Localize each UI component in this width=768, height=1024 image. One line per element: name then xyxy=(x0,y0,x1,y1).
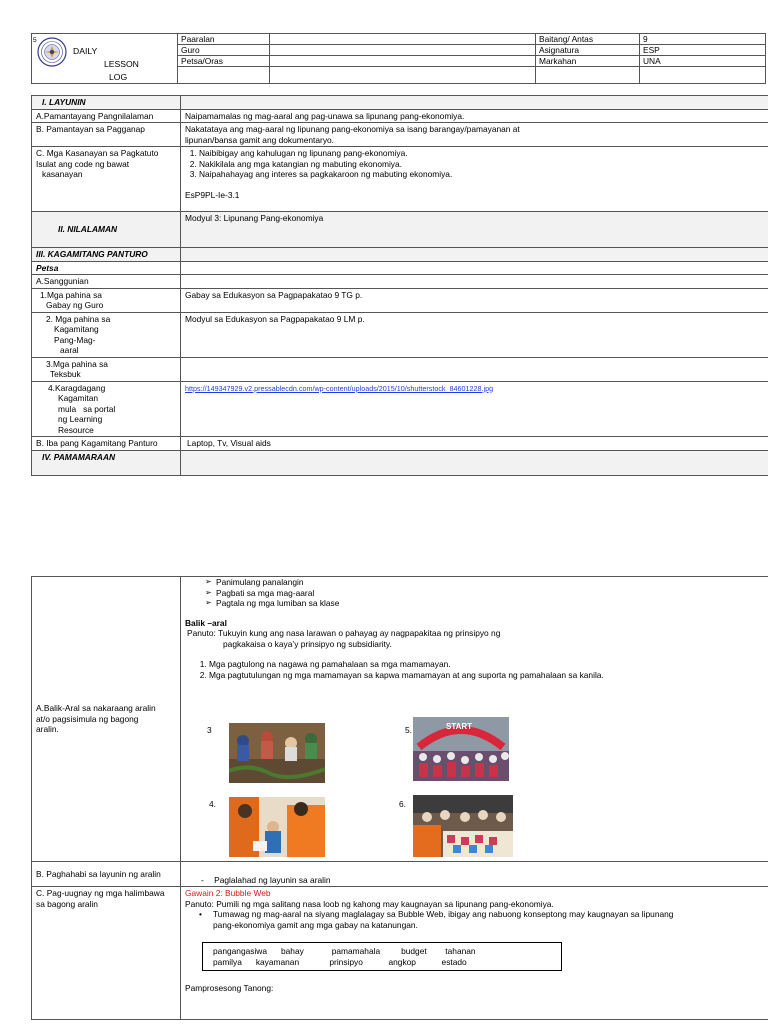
relief-aid-photo xyxy=(229,797,325,857)
text-line: lipunan/bansa gamit ang dokumentaryo. xyxy=(185,134,334,145)
text-line: kasanayan xyxy=(42,169,83,179)
header-table xyxy=(31,33,766,84)
image-number: 3 xyxy=(207,725,212,735)
pamantayang-pangnilalaman-label: A.Pamantayang Pangnilalaman xyxy=(32,109,181,123)
title-log: LOG xyxy=(109,72,128,82)
paghahabi-label: B. Paghahabi sa layunin ng aralin xyxy=(32,862,181,887)
text-line: C. Pag-uugnay ng mga halimbawa xyxy=(36,888,165,898)
sanggunian-label: A.Sanggunian xyxy=(32,275,181,289)
corner-number: 5 xyxy=(33,37,37,44)
text-line: 2. Mga pahina sa xyxy=(46,313,111,324)
teksbuk-label xyxy=(32,357,181,381)
text-line: Resource xyxy=(58,424,94,435)
opening-item: ➢ Pagtala ng mga lumiban sa klase xyxy=(205,598,767,609)
kasanayan-code: EsP9PL-Ie-3.1 xyxy=(185,189,240,200)
market-crowd-illustration xyxy=(413,795,513,857)
markahan-value: UNA xyxy=(640,56,766,67)
text-line: sa bagong aralin xyxy=(36,898,98,909)
text-line: at/o pagsisimula ng bagong xyxy=(36,713,139,724)
text-line: Nakatataya ang mag-aaral ng lipunang pang-ekonomiya sa isang barangay/pamayanan at xyxy=(185,124,520,134)
petsa-oras-value xyxy=(270,56,536,67)
petsa-label: Petsa xyxy=(32,261,181,275)
layunin-blank xyxy=(181,96,768,110)
kasanayan-item: 2. Nakikilala ang mga katangian ng mabuting ekonomiya. xyxy=(199,159,767,170)
market-crowd-photo xyxy=(413,795,513,857)
sanggunian-blank xyxy=(181,275,768,289)
gawain-panuto: Panuto: Pumili ng mga salitang nasa loob ng kahong may kaugnayan sa lipunang pang-ekonomiya. xyxy=(185,898,554,909)
image-number: 4. xyxy=(209,799,216,809)
iba-pang-label: B. Iba pang Kagamitang Panturo xyxy=(32,437,181,451)
kasanayan-item: 1. Naibibigay ang kahulugan ng lipunang pang-ekonomiya. xyxy=(199,148,767,159)
text-line: Kagamitang xyxy=(54,324,99,334)
start-banner-text: START xyxy=(446,722,473,731)
asignatura-label: Asignatura xyxy=(536,45,640,56)
baitang-value: 9 xyxy=(640,34,766,45)
nilalaman-value: Modyul 3: Lipunang Pang-ekonomiya xyxy=(181,212,768,248)
word-row: pamilya kayamanan prinsipyo angkop estado xyxy=(213,956,467,967)
gabay-label xyxy=(32,288,181,312)
kagamitan-blank xyxy=(181,248,768,262)
gawain-title: Gawain 2: Bubble Web xyxy=(185,888,271,898)
paghahabi-value xyxy=(181,862,768,887)
baitang-label: Baitang/ Antas xyxy=(536,34,640,45)
text-line: Teksbuk xyxy=(50,369,81,379)
kagamitan-header: III. KAGAMITANG PANTURO xyxy=(32,248,181,262)
text-line: Kagamitan xyxy=(58,393,99,403)
text-line: 4.Karagdagang xyxy=(48,382,106,393)
deped-seal-icon xyxy=(37,37,67,67)
rice-field-illustration xyxy=(229,723,325,783)
pamantayang-pangnilalaman-value: Naipamamalas ng mag-aaral ang pag-unawa sa lipunang pang-ekonomiya. xyxy=(181,109,768,123)
paaralan-label: Paaralan xyxy=(178,34,270,45)
word-row: pangangasiwa bahay pamamahala budget tahanan xyxy=(213,946,476,956)
guro-label: Guro xyxy=(178,45,270,56)
image-number: 5. xyxy=(405,725,412,735)
layunin-header: I. LAYUNIN xyxy=(32,96,181,110)
panuto-line: pagkakaisa o kaya’y prinsipyo ng subsidiarity. xyxy=(223,638,392,649)
pag-uugnay-content xyxy=(181,887,768,1020)
asignatura-value: ESP xyxy=(640,45,766,56)
balik-aral-content xyxy=(181,577,768,862)
opening-item: ➢ Panimulang panalangin xyxy=(205,577,767,588)
pamprosesong-tanong: Pamprosesong Tanong: xyxy=(185,983,274,993)
kagamitang-mag-aaral-value: Modyul sa Edukasyon sa Pagpapakatao 9 LM p. xyxy=(181,312,768,357)
resource-link[interactable]: https://149347929.v2.pressablecdn.com/wp-content/uploads/2015/10/shutterstock_84601228.jpg xyxy=(185,383,494,393)
balik-aral-title: Balik –aral xyxy=(185,617,227,628)
gawain-bullet xyxy=(185,909,767,930)
text-line: ng Learning xyxy=(58,414,103,424)
text-line: Gabay ng Guro xyxy=(46,300,104,310)
petsa-blank xyxy=(181,261,768,275)
kasanayan-value xyxy=(181,147,768,212)
kasanayan-label xyxy=(32,147,181,212)
teksbuk-value xyxy=(181,357,768,381)
pag-uugnay-label xyxy=(32,887,181,1020)
procedure-table xyxy=(31,576,768,1020)
word-choice-box xyxy=(202,942,562,971)
petsa-oras-label: Petsa/Oras xyxy=(178,56,270,67)
guro-value xyxy=(270,45,536,56)
paghahabi-text: Paglalahad ng layunin sa aralin xyxy=(214,874,331,885)
text-line: pang-ekonomiya gamit ang mga gabay na katanungan. xyxy=(213,919,418,930)
school-logo-cell xyxy=(32,34,178,84)
statement-item: 2. Mga pagtutulungan ng mga mamamayan sa kapwa mamamayan at ang suporta ng pamahalaan sa kanila. xyxy=(209,670,767,681)
text-line: A.Balik-Aral sa nakaraang aralin xyxy=(36,703,156,714)
relief-aid-illustration xyxy=(229,797,325,857)
text-line: 1.Mga pahina sa xyxy=(40,289,102,300)
markahan-label: Markahan xyxy=(536,56,640,67)
pamamaraan-blank xyxy=(181,450,768,475)
statement-item: 1. Mga pagtulong na nagawa ng pamahalaan sa mga mamamayan. xyxy=(209,659,767,670)
lesson-table xyxy=(31,95,768,476)
gabay-value: Gabay sa Edukasyon sa Pagpapakatao 9 TG p. xyxy=(181,288,768,312)
bullet-dot-icon: • xyxy=(199,909,202,919)
iba-pang-value: Laptop, Tv, Visual aids xyxy=(181,437,768,451)
title-lesson: LESSON xyxy=(104,59,139,69)
header-blank xyxy=(536,67,640,84)
kasanayan-item: 3. Naipahahayag ang interes sa pagkakaroon ng mabuting ekonomiya. xyxy=(199,169,767,180)
paaralan-value xyxy=(270,34,536,45)
header-blank xyxy=(270,67,536,84)
balik-aral-label xyxy=(32,577,181,862)
image-number: 6. xyxy=(399,799,406,809)
fun-run-photo xyxy=(413,717,509,781)
karagdagang-value xyxy=(181,381,768,437)
kagamitang-mag-aaral-label xyxy=(32,312,181,357)
pamantayan-pagganap-value xyxy=(181,123,768,147)
text-line: C. Mga Kasanayan sa Pagkatuto xyxy=(36,148,159,158)
pamantayan-pagganap-label: B. Pamantayan sa Pagganap xyxy=(32,123,181,147)
title-daily: DAILY xyxy=(73,46,98,56)
text-line: Isulat ang code ng bawat xyxy=(36,158,130,169)
text-line: 3.Mga pahina sa xyxy=(46,358,108,369)
text-line: Pang-Mag- xyxy=(54,334,96,345)
header-blank xyxy=(640,67,766,84)
text-line: mula sa portal xyxy=(58,403,116,414)
text-line: Tumawag ng mag-aaral na siyang maglalagay sa Bubble Web, ibigay ang nabuong konseptong may kaugnayan sa lipunang xyxy=(213,909,674,919)
nilalaman-label: II. NILALAMAN xyxy=(32,212,181,248)
panuto-line: Panuto: Tukuyin kung ang nasa larawan o pahayag ay nagpapakitaa ng prinsipyo ng xyxy=(187,628,501,638)
text-line: aralin. xyxy=(36,724,59,735)
karagdagang-label xyxy=(32,381,181,437)
dash-marker: - xyxy=(201,874,204,885)
opening-item: ➢ Pagbati sa mga mag-aaral xyxy=(205,588,767,599)
header-blank xyxy=(178,67,270,84)
fun-run-illustration xyxy=(413,717,509,781)
text-line: aaral xyxy=(60,345,79,355)
rice-field-photo xyxy=(229,723,325,783)
pamamaraan-header: IV. PAMAMARAAN xyxy=(32,450,181,475)
